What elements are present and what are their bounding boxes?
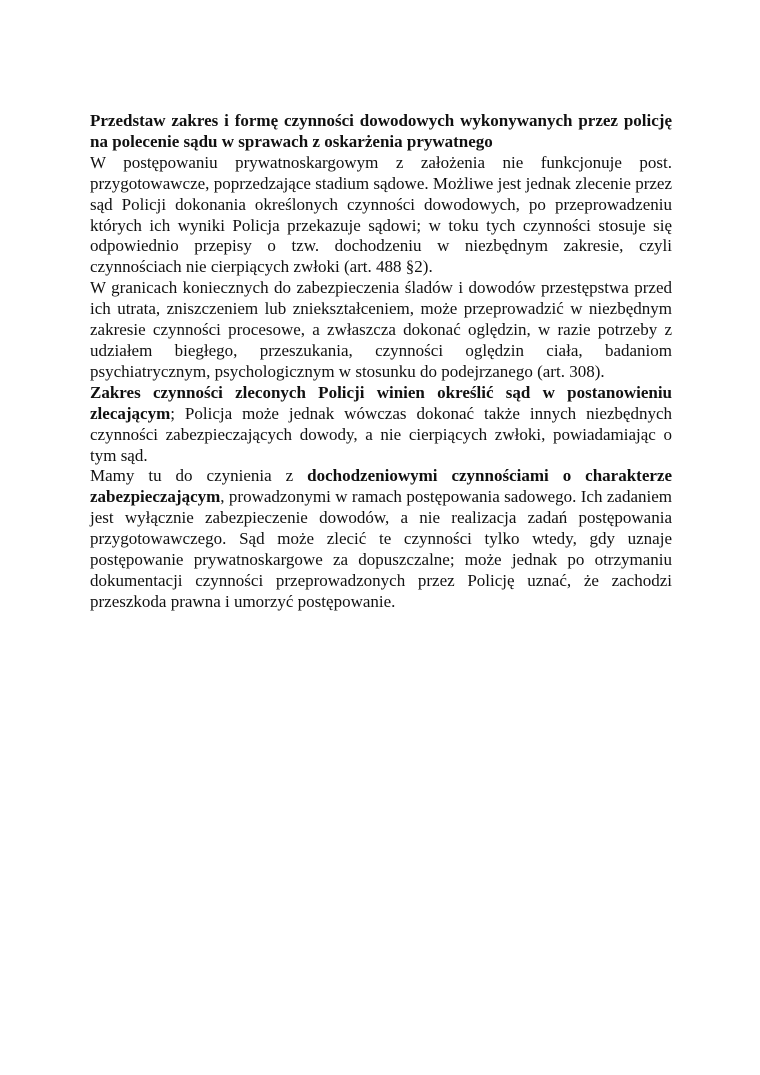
document-body [90, 111, 672, 613]
paragraph-1: W postępowaniu prywatnoskargowym z założenia nie funkcjonuje post. przygotowawcze, poprzedzające stadium sądowe. Możliwe jest jednak zlecenie przez sąd Policji dokonania określonych czynności dowodowych, po przeprowadzeniu których ich wyniki Policja przekazuje sądowi; w toku tych czynności stosuje się odpowiednio przepisy o tzw. dochodzeniu w niezbędnym zakresie, czyli czynnościach nie cierpiących zwłoki (art. 488 §2). [90, 152, 672, 277]
paragraph-3-rest: ; Policja może jednak wówczas dokonać także innych niezbędnych czynności zabezpieczających dowody, a nie cierpiących zwłoki, powiadamiając o tym sąd. [90, 403, 672, 465]
question-heading: Przedstaw zakres i formę czynności dowodowych wykonywanych przez policję na polecenie sądu w sprawach z oskarżenia prywatnego [90, 111, 672, 151]
paragraph-3-bold: Zakres czynności zleconych Policji winien określić sąd w postanowieniu zlecającym [90, 382, 672, 423]
paragraph-4-bold: dochodzeniowymi czynnościami o charakterze zabezpieczającym [90, 466, 673, 507]
paragraph-4-start: Mamy tu do czynienia z [90, 466, 308, 486]
paragraph-3 [90, 383, 672, 467]
paragraph-4 [90, 466, 672, 612]
paragraph-4-rest: , prowadzonymi w ramach postępowania sadowego. Ich zadaniem jest wyłącznie zabezpieczenie dowodów, a nie realizacja zadań postępowania przygotowawczego. Sąd może zlecić te czynności tylko wtedy, gdy uznaje postępowanie prywatnoskargowe za dopuszczalne; może jednak po otrzymaniu dokumentacji czynności przeprowadzonych przez Policję uznać, że zachodzi przeszkoda prawna i umorzyć postępowanie. [90, 487, 672, 611]
paragraph-2: W granicach koniecznych do zabezpieczenia śladów i dowodów przestępstwa przed ich utrata, zniszczeniem lub zniekształceniem, może przeprowadzić w niezbędnym zakresie czynności procesowe, a zwłaszcza dokonać oględzin, w razie potrzeby z udziałem biegłego, przeszukania, czynności oględzin ciała, badaniom psychiatrycznym, psychologicznym w stosunku do podejrzanego (art. 308). [90, 278, 672, 381]
